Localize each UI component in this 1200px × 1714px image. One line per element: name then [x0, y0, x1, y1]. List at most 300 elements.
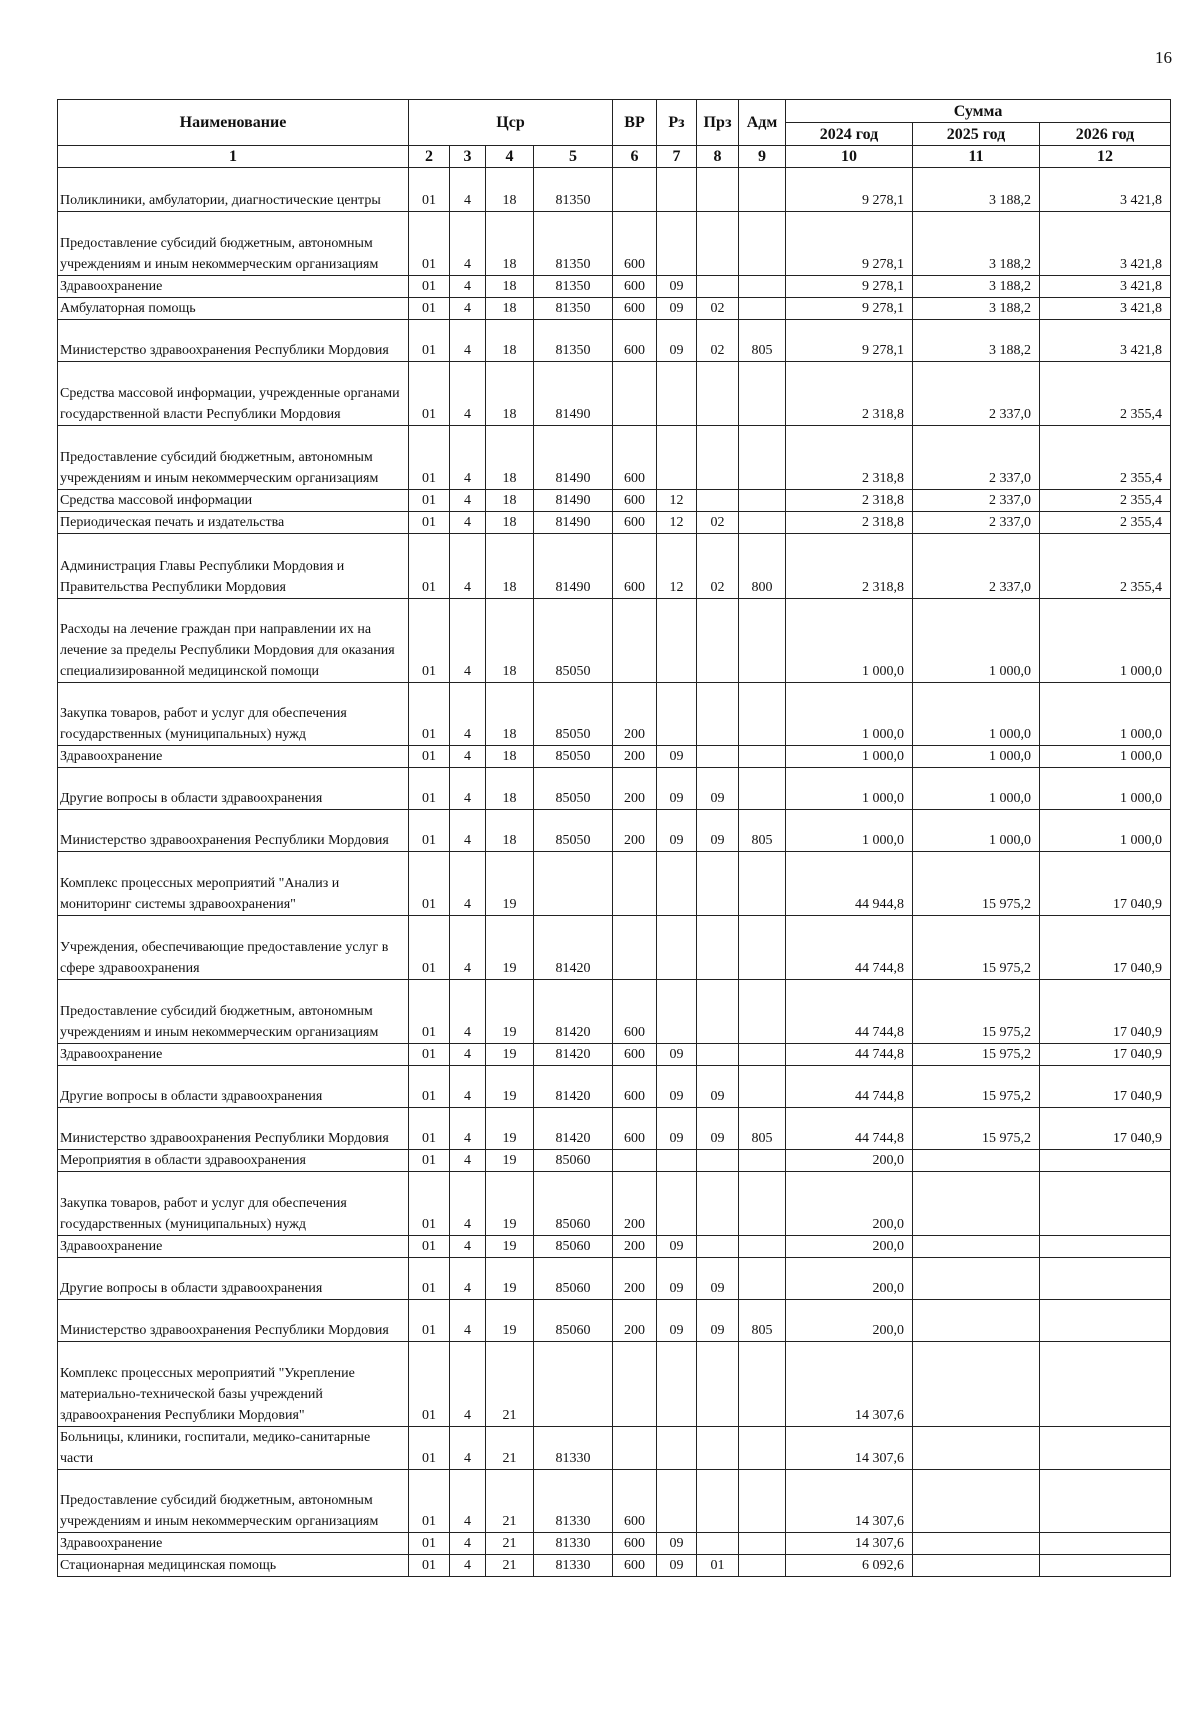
rz-code: [657, 852, 697, 916]
csr-part-2: 4: [450, 534, 486, 599]
amount-2026: [1040, 1470, 1171, 1533]
adm-code: [739, 746, 786, 768]
csr-part-3: 18: [486, 298, 534, 320]
row-name: Администрация Главы Республики Мордовия и Правительства Республики Мордовия: [58, 534, 409, 599]
csr-part-3: 18: [486, 320, 534, 362]
csr-part-4: 81420: [534, 980, 613, 1044]
prz-code: [697, 426, 739, 490]
table-row: [58, 1533, 1171, 1555]
row-name: Стационарная медицинская помощь: [58, 1555, 409, 1577]
csr-part-2: 4: [450, 599, 486, 683]
rz-code: [657, 980, 697, 1044]
amount-2024: 200,0: [786, 1172, 913, 1236]
csr-part-3: 18: [486, 212, 534, 276]
amount-2026: [1040, 1172, 1171, 1236]
header-year-2024: 2024 год: [786, 123, 913, 146]
csr-part-2: 4: [450, 1470, 486, 1533]
amount-2024: 1 000,0: [786, 768, 913, 810]
csr-part-3: 21: [486, 1342, 534, 1427]
table-row: [58, 1300, 1171, 1342]
amount-2025: 3 188,2: [913, 298, 1040, 320]
row-name: Учреждения, обеспечивающие предоставление услуг в сфере здравоохранения: [58, 916, 409, 980]
vr-code: 600: [613, 1533, 657, 1555]
amount-2025: 3 188,2: [913, 276, 1040, 298]
csr-part-3: 18: [486, 768, 534, 810]
vr-code: 200: [613, 1258, 657, 1300]
adm-code: [739, 1470, 786, 1533]
table-row: [58, 852, 1171, 916]
rz-code: 09: [657, 1258, 697, 1300]
csr-part-1: 01: [409, 490, 450, 512]
row-name: Средства массовой информации, учрежденные органами государственной власти Республики Мордовия: [58, 362, 409, 426]
csr-part-4: 81350: [534, 168, 613, 212]
rz-code: 09: [657, 1066, 697, 1108]
csr-part-1: 01: [409, 768, 450, 810]
amount-2026: [1040, 1258, 1171, 1300]
rz-code: [657, 1342, 697, 1427]
row-name: Министерство здравоохранения Республики Мордовия: [58, 1300, 409, 1342]
csr-part-3: 21: [486, 1427, 534, 1470]
table-row: [58, 1172, 1171, 1236]
csr-part-2: 4: [450, 746, 486, 768]
csr-part-1: 01: [409, 746, 450, 768]
prz-code: 02: [697, 512, 739, 534]
amount-2026: 17 040,9: [1040, 980, 1171, 1044]
csr-part-4: 81420: [534, 1066, 613, 1108]
vr-code: 600: [613, 1470, 657, 1533]
csr-part-3: 19: [486, 1150, 534, 1172]
table-row: [58, 534, 1171, 599]
table-row: [58, 1555, 1171, 1577]
amount-2026: 17 040,9: [1040, 852, 1171, 916]
row-name: Амбулаторная помощь: [58, 298, 409, 320]
vr-code: 600: [613, 534, 657, 599]
csr-part-4: 85050: [534, 683, 613, 746]
prz-code: [697, 1044, 739, 1066]
amount-2025: 2 337,0: [913, 534, 1040, 599]
amount-2026: 17 040,9: [1040, 916, 1171, 980]
csr-part-3: 18: [486, 168, 534, 212]
rz-code: [657, 599, 697, 683]
vr-code: 600: [613, 512, 657, 534]
prz-code: 09: [697, 1066, 739, 1108]
amount-2026: 1 000,0: [1040, 746, 1171, 768]
table-row: [58, 810, 1171, 852]
amount-2024: 44 744,8: [786, 980, 913, 1044]
row-name: Министерство здравоохранения Республики Мордовия: [58, 810, 409, 852]
adm-code: [739, 1236, 786, 1258]
csr-part-1: 01: [409, 1236, 450, 1258]
rz-code: 09: [657, 298, 697, 320]
vr-code: [613, 362, 657, 426]
csr-part-4: 85050: [534, 599, 613, 683]
prz-code: 09: [697, 810, 739, 852]
vr-code: [613, 168, 657, 212]
amount-2025: [913, 1342, 1040, 1427]
csr-part-2: 4: [450, 1044, 486, 1066]
amount-2024: 14 307,6: [786, 1533, 913, 1555]
amount-2024: 9 278,1: [786, 276, 913, 298]
csr-part-1: 01: [409, 168, 450, 212]
amount-2025: 2 337,0: [913, 362, 1040, 426]
vr-code: 600: [613, 426, 657, 490]
csr-part-4: 81490: [534, 512, 613, 534]
amount-2024: 6 092,6: [786, 1555, 913, 1577]
csr-part-4: 81330: [534, 1555, 613, 1577]
row-name: Здравоохранение: [58, 1533, 409, 1555]
amount-2024: 9 278,1: [786, 298, 913, 320]
prz-code: [697, 362, 739, 426]
amount-2026: [1040, 1342, 1171, 1427]
amount-2024: 44 744,8: [786, 1044, 913, 1066]
prz-code: 09: [697, 1108, 739, 1150]
header-name: Наименование: [58, 100, 409, 146]
page-number: 16: [1155, 48, 1172, 67]
column-index: 5: [534, 146, 613, 168]
row-name: Здравоохранение: [58, 746, 409, 768]
csr-part-2: 4: [450, 426, 486, 490]
row-name: Другие вопросы в области здравоохранения: [58, 768, 409, 810]
amount-2026: 2 355,4: [1040, 490, 1171, 512]
csr-part-1: 01: [409, 534, 450, 599]
row-name: Предоставление субсидий бюджетным, автономным учреждениям и иным некоммерческим организациям: [58, 426, 409, 490]
amount-2025: [913, 1555, 1040, 1577]
rz-code: 09: [657, 320, 697, 362]
vr-code: 600: [613, 1555, 657, 1577]
amount-2024: 1 000,0: [786, 746, 913, 768]
amount-2026: 2 355,4: [1040, 362, 1171, 426]
column-index-row: [58, 146, 1171, 168]
table-row: [58, 1258, 1171, 1300]
table-row: [58, 980, 1171, 1044]
rz-code: [657, 426, 697, 490]
csr-part-1: 01: [409, 980, 450, 1044]
csr-part-2: 4: [450, 1533, 486, 1555]
vr-code: 600: [613, 212, 657, 276]
table-row: [58, 362, 1171, 426]
csr-part-1: 01: [409, 1300, 450, 1342]
table-row: [58, 298, 1171, 320]
adm-code: [739, 599, 786, 683]
csr-part-1: 01: [409, 320, 450, 362]
adm-code: [739, 768, 786, 810]
amount-2024: 2 318,8: [786, 426, 913, 490]
rz-code: 12: [657, 534, 697, 599]
adm-code: [739, 1258, 786, 1300]
vr-code: [613, 599, 657, 683]
adm-code: [739, 1342, 786, 1427]
column-index: 3: [450, 146, 486, 168]
rz-code: [657, 1427, 697, 1470]
csr-part-3: 19: [486, 1236, 534, 1258]
csr-part-4: [534, 1342, 613, 1427]
column-index: 9: [739, 146, 786, 168]
row-name: Комплекс процессных мероприятий "Укрепление материально-технической базы учреждений здравоохранения Республики Мордовия": [58, 1342, 409, 1427]
vr-code: 200: [613, 1300, 657, 1342]
adm-code: [739, 980, 786, 1044]
amount-2026: 17 040,9: [1040, 1066, 1171, 1108]
vr-code: [613, 1427, 657, 1470]
prz-code: 01: [697, 1555, 739, 1577]
csr-part-2: 4: [450, 1427, 486, 1470]
row-name: Комплекс процессных мероприятий "Анализ и мониторинг системы здравоохранения": [58, 852, 409, 916]
prz-code: [697, 1150, 739, 1172]
rz-code: 09: [657, 1236, 697, 1258]
csr-part-1: 01: [409, 683, 450, 746]
amount-2025: 1 000,0: [913, 746, 1040, 768]
csr-part-1: 01: [409, 1108, 450, 1150]
csr-part-1: 01: [409, 276, 450, 298]
rz-code: 09: [657, 810, 697, 852]
table-row: [58, 320, 1171, 362]
table-row: [58, 212, 1171, 276]
amount-2024: 1 000,0: [786, 810, 913, 852]
column-index: 6: [613, 146, 657, 168]
amount-2026: [1040, 1300, 1171, 1342]
amount-2024: 14 307,6: [786, 1342, 913, 1427]
amount-2026: 17 040,9: [1040, 1108, 1171, 1150]
amount-2025: 3 188,2: [913, 212, 1040, 276]
amount-2026: 1 000,0: [1040, 599, 1171, 683]
adm-code: [739, 1066, 786, 1108]
header-rz: Рз: [657, 100, 697, 146]
csr-part-2: 4: [450, 1342, 486, 1427]
prz-code: [697, 916, 739, 980]
csr-part-3: 18: [486, 512, 534, 534]
csr-part-3: 18: [486, 683, 534, 746]
csr-part-3: 19: [486, 1258, 534, 1300]
vr-code: 600: [613, 1044, 657, 1066]
csr-part-1: 01: [409, 298, 450, 320]
row-name: Предоставление субсидий бюджетным, автономным учреждениям и иным некоммерческим организациям: [58, 1470, 409, 1533]
adm-code: [739, 212, 786, 276]
row-name: Здравоохранение: [58, 276, 409, 298]
csr-part-4: 81490: [534, 362, 613, 426]
csr-part-4: 81490: [534, 534, 613, 599]
adm-code: [739, 1150, 786, 1172]
csr-part-4: 85060: [534, 1150, 613, 1172]
csr-part-2: 4: [450, 1108, 486, 1150]
adm-code: [739, 683, 786, 746]
csr-part-4: 81350: [534, 212, 613, 276]
amount-2025: 3 188,2: [913, 168, 1040, 212]
csr-part-3: 19: [486, 1044, 534, 1066]
amount-2025: 2 337,0: [913, 512, 1040, 534]
table-row: [58, 746, 1171, 768]
csr-part-3: 18: [486, 490, 534, 512]
csr-part-2: 4: [450, 320, 486, 362]
csr-part-4: 81350: [534, 320, 613, 362]
amount-2025: 15 975,2: [913, 1044, 1040, 1066]
adm-code: [739, 512, 786, 534]
vr-code: 200: [613, 1172, 657, 1236]
row-name: Предоставление субсидий бюджетным, автономным учреждениям и иным некоммерческим организациям: [58, 212, 409, 276]
csr-part-3: 18: [486, 362, 534, 426]
rz-code: [657, 683, 697, 746]
csr-part-2: 4: [450, 1555, 486, 1577]
csr-part-4: 85050: [534, 768, 613, 810]
table-row: [58, 1427, 1171, 1470]
amount-2025: [913, 1470, 1040, 1533]
amount-2026: 1 000,0: [1040, 810, 1171, 852]
amount-2026: 3 421,8: [1040, 276, 1171, 298]
vr-code: 600: [613, 980, 657, 1044]
csr-part-1: 01: [409, 599, 450, 683]
amount-2024: 200,0: [786, 1150, 913, 1172]
csr-part-1: 01: [409, 1066, 450, 1108]
amount-2025: 15 975,2: [913, 916, 1040, 980]
amount-2024: 2 318,8: [786, 534, 913, 599]
vr-code: 200: [613, 683, 657, 746]
row-name: Больницы, клиники, госпитали, медико-санитарные части: [58, 1427, 409, 1470]
csr-part-3: 18: [486, 746, 534, 768]
csr-part-4: 81330: [534, 1470, 613, 1533]
adm-code: [739, 1044, 786, 1066]
csr-part-3: 18: [486, 426, 534, 490]
vr-code: 600: [613, 276, 657, 298]
prz-code: [697, 852, 739, 916]
prz-code: [697, 168, 739, 212]
csr-part-2: 4: [450, 1150, 486, 1172]
table-row: [58, 168, 1171, 212]
adm-code: [739, 426, 786, 490]
csr-part-4: 81330: [534, 1533, 613, 1555]
csr-part-4: 85060: [534, 1236, 613, 1258]
amount-2026: 1 000,0: [1040, 768, 1171, 810]
amount-2025: 2 337,0: [913, 490, 1040, 512]
csr-part-1: 01: [409, 1470, 450, 1533]
row-name: Другие вопросы в области здравоохранения: [58, 1066, 409, 1108]
table-row: [58, 768, 1171, 810]
prz-code: 02: [697, 534, 739, 599]
csr-part-4: 81420: [534, 1108, 613, 1150]
adm-code: [739, 490, 786, 512]
amount-2025: 1 000,0: [913, 683, 1040, 746]
csr-part-1: 01: [409, 916, 450, 980]
amount-2026: 1 000,0: [1040, 683, 1171, 746]
row-name: Поликлиники, амбулатории, диагностические центры: [58, 168, 409, 212]
header-year-2026: 2026 год: [1040, 123, 1171, 146]
csr-part-2: 4: [450, 212, 486, 276]
table-row: [58, 426, 1171, 490]
adm-code: [739, 362, 786, 426]
row-name: Закупка товаров, работ и услуг для обеспечения государственных (муниципальных) нужд: [58, 1172, 409, 1236]
amount-2026: 2 355,4: [1040, 426, 1171, 490]
table-row: [58, 599, 1171, 683]
prz-code: [697, 212, 739, 276]
table-row: [58, 1044, 1171, 1066]
row-name: Другие вопросы в области здравоохранения: [58, 1258, 409, 1300]
table-row: [58, 1066, 1171, 1108]
csr-part-4: 81350: [534, 276, 613, 298]
amount-2026: 2 355,4: [1040, 534, 1171, 599]
rz-code: 12: [657, 512, 697, 534]
csr-part-2: 4: [450, 1300, 486, 1342]
csr-part-1: 01: [409, 810, 450, 852]
csr-part-4: 81330: [534, 1427, 613, 1470]
csr-part-3: 21: [486, 1533, 534, 1555]
prz-code: 02: [697, 320, 739, 362]
amount-2026: [1040, 1533, 1171, 1555]
prz-code: [697, 746, 739, 768]
header-vr: ВР: [613, 100, 657, 146]
amount-2025: [913, 1236, 1040, 1258]
amount-2024: 44 744,8: [786, 1108, 913, 1150]
vr-code: 600: [613, 320, 657, 362]
csr-part-2: 4: [450, 512, 486, 534]
amount-2025: [913, 1258, 1040, 1300]
csr-part-1: 01: [409, 426, 450, 490]
rz-code: 09: [657, 1533, 697, 1555]
amount-2025: [913, 1533, 1040, 1555]
amount-2024: 9 278,1: [786, 320, 913, 362]
prz-code: [697, 1172, 739, 1236]
budget-table: [57, 99, 1171, 1577]
csr-part-2: 4: [450, 1258, 486, 1300]
prz-code: [697, 490, 739, 512]
prz-code: 09: [697, 768, 739, 810]
rz-code: [657, 1470, 697, 1533]
csr-part-1: 01: [409, 1342, 450, 1427]
header-csr: Цср: [409, 100, 613, 146]
amount-2024: 1 000,0: [786, 683, 913, 746]
rz-code: 09: [657, 746, 697, 768]
row-name: Министерство здравоохранения Республики Мордовия: [58, 320, 409, 362]
table-row: [58, 916, 1171, 980]
csr-part-4: 81490: [534, 490, 613, 512]
amount-2024: 44 744,8: [786, 1066, 913, 1108]
csr-part-2: 4: [450, 1172, 486, 1236]
prz-code: 02: [697, 298, 739, 320]
csr-part-3: 21: [486, 1555, 534, 1577]
vr-code: 200: [613, 1236, 657, 1258]
rz-code: 09: [657, 276, 697, 298]
rz-code: [657, 1172, 697, 1236]
adm-code: [739, 276, 786, 298]
header-prz: Прз: [697, 100, 739, 146]
column-index: 10: [786, 146, 913, 168]
csr-part-1: 01: [409, 362, 450, 426]
row-name: Предоставление субсидий бюджетным, автономным учреждениям и иным некоммерческим организациям: [58, 980, 409, 1044]
csr-part-2: 4: [450, 1236, 486, 1258]
csr-part-3: 19: [486, 1066, 534, 1108]
amount-2025: 1 000,0: [913, 599, 1040, 683]
amount-2026: 3 421,8: [1040, 212, 1171, 276]
column-index: 2: [409, 146, 450, 168]
adm-code: 800: [739, 534, 786, 599]
csr-part-4: 85060: [534, 1300, 613, 1342]
table-row: [58, 683, 1171, 746]
column-index: 4: [486, 146, 534, 168]
amount-2024: 14 307,6: [786, 1470, 913, 1533]
adm-code: [739, 1555, 786, 1577]
csr-part-1: 01: [409, 1555, 450, 1577]
vr-code: [613, 1150, 657, 1172]
amount-2025: 1 000,0: [913, 810, 1040, 852]
rz-code: [657, 362, 697, 426]
csr-part-2: 4: [450, 276, 486, 298]
amount-2025: 15 975,2: [913, 980, 1040, 1044]
column-index: 11: [913, 146, 1040, 168]
amount-2026: 2 355,4: [1040, 512, 1171, 534]
table-row: [58, 1470, 1171, 1533]
row-name: Расходы на лечение граждан при направлении их на лечение за пределы Республики Мордовия для оказания специализированной медицинской помощи: [58, 599, 409, 683]
header-sum: Сумма: [786, 100, 1171, 123]
table-row: [58, 276, 1171, 298]
vr-code: 600: [613, 298, 657, 320]
table-row: [58, 1236, 1171, 1258]
vr-code: 600: [613, 1066, 657, 1108]
